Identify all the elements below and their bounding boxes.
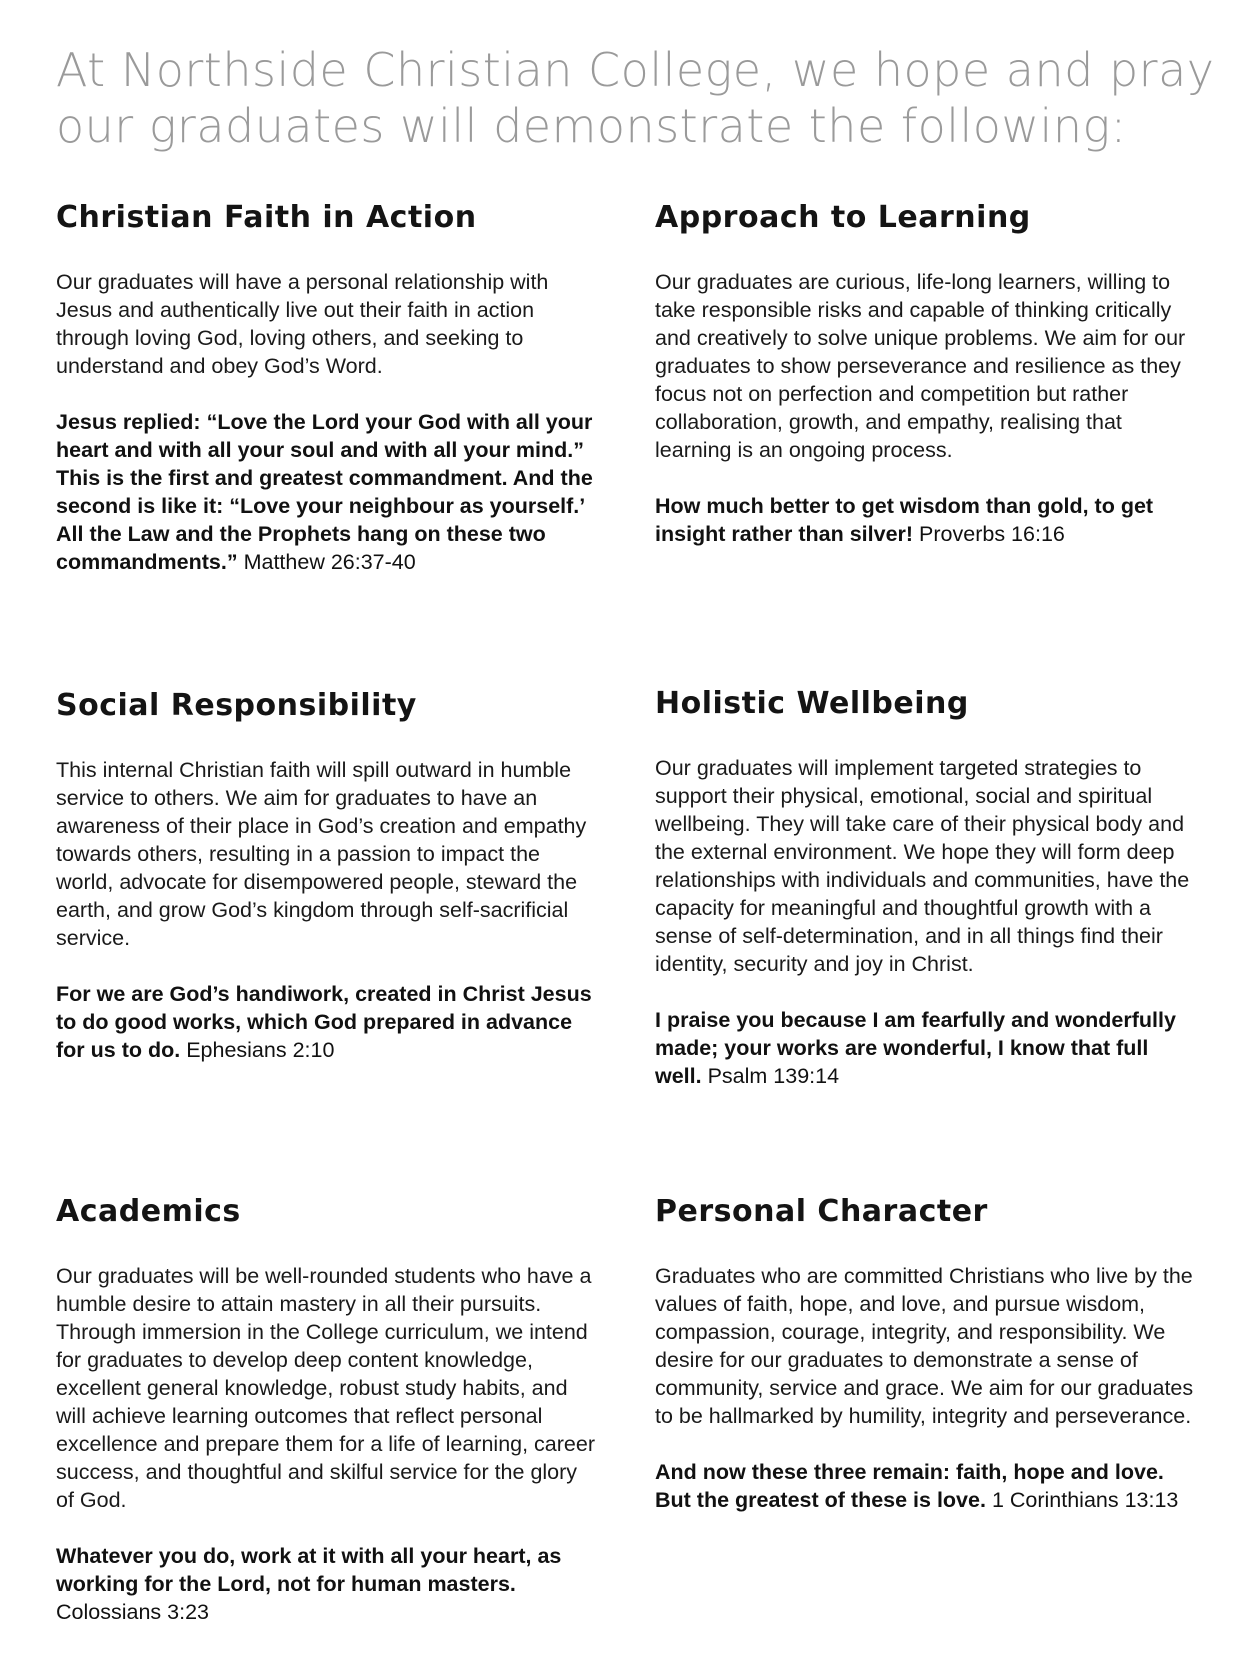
intro-line-1: At Northside Christian College, we hope and pray [56, 43, 1215, 97]
section-approach-to-learning [655, 200, 1195, 548]
scripture-reference: 1 Corinthians 13:13 [991, 1488, 1179, 1512]
scripture-quote [56, 980, 596, 1064]
section-body: Our graduates will be well-rounded students who have a humble desire to attain mastery in all their pursuits. Through immersion in the College curriculum, we intend for graduates to develop deep content knowledge, excellent general knowledge, robust study habits, and will achieve learning outcomes that reflect personal excellence and prepare them for a life of learning, career success, and thoughtful and skilful service for the glory of God. [56, 1264, 596, 1512]
scripture-quote [56, 1542, 596, 1626]
scripture-reference: Colossians 3:23 [56, 1600, 209, 1624]
intro-line-2: our graduates will demonstrate the following: [56, 99, 1127, 153]
section-heading: Personal Character [655, 1194, 988, 1229]
section-body: Our graduates will implement targeted strategies to support their physical, emotional, social and spiritual wellbeing. They will take care of their physical body and the external environment. We hope they will form deep relationships with individuals and communities, have the capacity for meaningful and thoughtful growth with a sense of self-determination, and in all things find their identity, security and joy in Christ. [655, 756, 1190, 976]
scripture-quote [56, 408, 596, 576]
scripture-quote-text: Whatever you do, work at it with all your heart, as working for the Lord, not for human masters. [56, 1544, 562, 1596]
section-body: Our graduates will have a personal relationship with Jesus and authentically live out their faith in action through loving God, loving others, and seeking to understand and obey God’s Word. [56, 270, 549, 378]
scripture-quote-text: Jesus replied: “Love the Lord your God with all your heart and with all your soul and with all your mind.” This is the first and greatest commandment. And the second is like it: “Love your neighbour as yourself.’ All the Law and the Prophets hang on these two commandments.” [56, 410, 593, 574]
section-heading: Approach to Learning [655, 200, 1031, 235]
section-social-responsibility [56, 688, 596, 1064]
intro-heading [56, 42, 1215, 154]
section-academics [56, 1194, 596, 1626]
scripture-quote [655, 1458, 1195, 1514]
section-body: Our graduates are curious, life-long learners, willing to take responsible risks and capable of thinking critically and creatively to solve unique problems. We aim for our graduates to show perseverance and resilience as they focus not on perfection and competition but rather collaboration, growth, and empathy, realising that learning is an ongoing process. [655, 270, 1186, 462]
section-heading: Academics [56, 1194, 241, 1229]
scripture-quote-text: And now these three remain: faith, hope and love. But the greatest of these is love. [655, 1460, 1164, 1512]
section-heading: Holistic Wellbeing [655, 686, 969, 721]
scripture-reference: Matthew 26:37-40 [243, 550, 416, 574]
section-body: This internal Christian faith will spill outward in humble service to others. We aim for graduates to have an awareness of their place in God’s creation and empathy towards others, resulting in a passion to impact the world, advocate for disempowered people, steward the earth, and grow God’s kingdom through self-sacrificial service. [56, 758, 587, 950]
scripture-quote [655, 1006, 1195, 1090]
section-christian-faith-in-action [56, 200, 596, 576]
section-holistic-wellbeing [655, 686, 1195, 1090]
scripture-quote [655, 492, 1195, 548]
section-heading: Social Responsibility [56, 688, 417, 723]
scripture-quote-text: For we are God’s handiwork, created in Christ Jesus to do good works, which God prepared in advance for us to do. [56, 982, 592, 1062]
scripture-reference: Ephesians 2:10 [186, 1038, 335, 1062]
section-personal-character [655, 1194, 1195, 1514]
section-heading: Christian Faith in Action [56, 200, 477, 235]
scripture-quote-text: I praise you because I am fearfully and wonderfully made; your works are wonderful, I know that full well. [655, 1008, 1176, 1088]
scripture-reference: Psalm 139:14 [707, 1064, 840, 1088]
section-body: Graduates who are committed Christians who live by the values of faith, hope, and love, and pursue wisdom, compassion, courage, integrity, and responsibility. We desire for our graduates to demonstrate a sense of community, service and grace. We aim for our graduates to be hallmarked by humility, integrity and perseverance. [655, 1264, 1194, 1428]
scripture-quote-text: How much better to get wisdom than gold, to get insight rather than silver! [655, 494, 1154, 546]
scripture-reference: Proverbs 16:16 [919, 522, 1065, 546]
